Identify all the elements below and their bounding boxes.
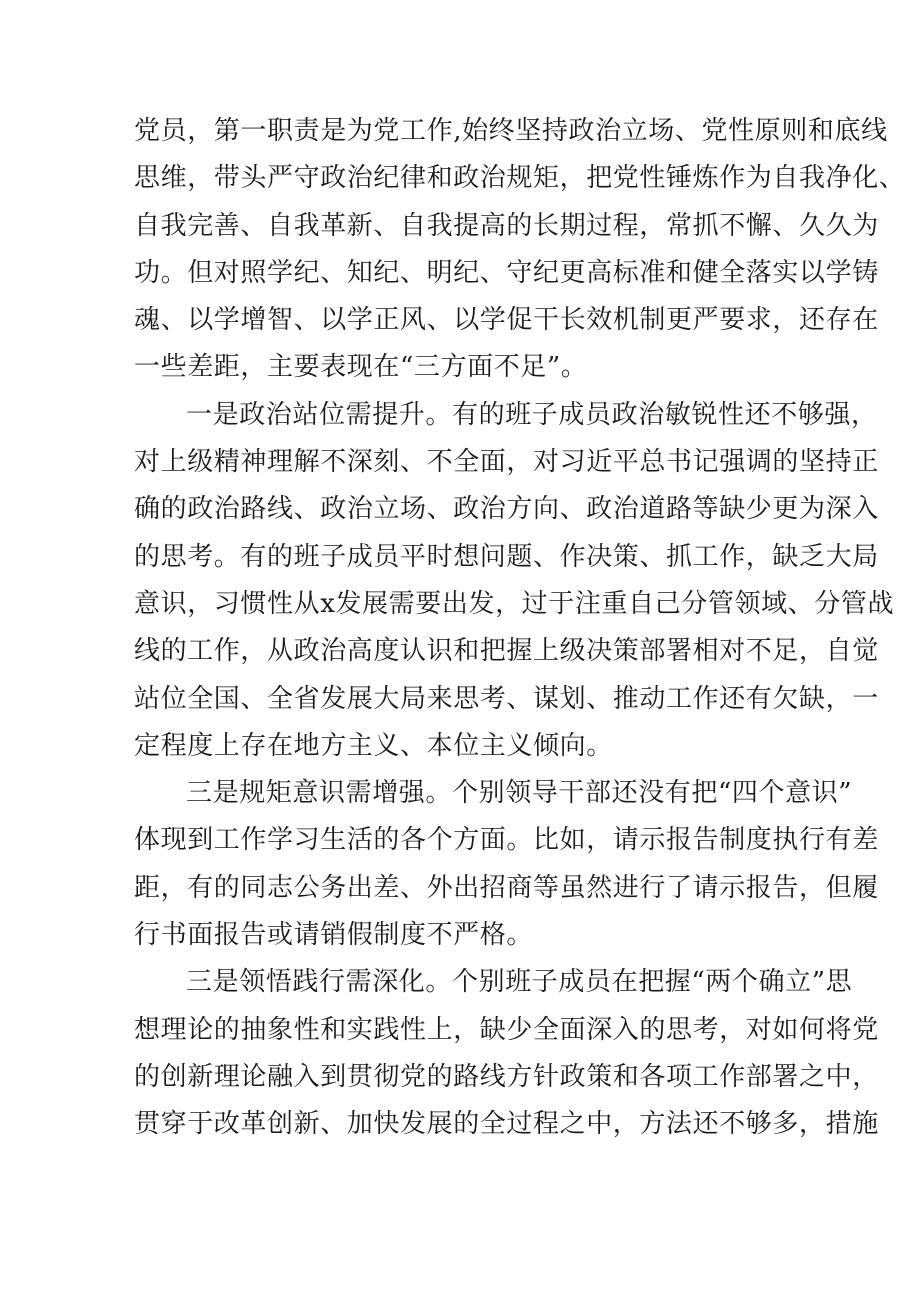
text-line: 确的政治路线、政治立场、政治方向、政治道路等缺少更为深入: [134, 494, 879, 525]
text-line: 的思考。有的班子成员平时想问题、作决策、抓工作，缺乏大局: [134, 541, 879, 572]
text-line: 三是领悟践行需深化。个别班子成员在把握“两个确立”思: [186, 967, 853, 998]
text-line: 想理论的抽象性和实践性上，缺少全面深入的思考，对如何将党: [134, 1014, 879, 1045]
text-line: 线的工作，从政治高度认识和把握上级决策部署相对不足，自觉: [134, 636, 879, 667]
text-line: 党员，第一职责是为党工作,始终坚持政治立场、党性原则和底线: [134, 116, 888, 146]
paragraph-point-two: [134, 770, 879, 959]
text-line: 距，有的同志公务出差、外出招商等虽然进行了请示报告，但履: [134, 872, 879, 903]
text-line: 站位全国、全省发展大局来思考、谋划、推动工作还有欠缺，一: [134, 683, 879, 714]
text-line: 一些差距，主要表现在“三方面不足”。: [134, 352, 588, 383]
document-body: [134, 108, 906, 1149]
text-line: 功。但对照学纪、知纪、明纪、守纪更高标准和健全落实以学铸: [134, 257, 879, 288]
text-line: 行书面报告或请销假制度不严格。: [134, 920, 534, 951]
text-line: 三是规矩意识需增强。个别领导干部还没有把“四个意识”: [186, 778, 853, 809]
paragraph-intro: [134, 108, 906, 392]
text-line: 意识，习惯性从x发展需要出发，过于注重自己分管领域、分管战: [134, 588, 895, 619]
text-line: 自我完善、自我革新、自我提高的长期过程，常抓不懈、久久为: [134, 210, 879, 241]
paragraph-point-three: [134, 959, 879, 1148]
text-line: 贯穿于改革创新、加快发展的全过程之中，方法还不够多，措施: [134, 1109, 879, 1140]
text-line: 体现到工作学习生活的各个方面。比如，请示报告制度执行有差: [134, 825, 879, 856]
text-line: 一是政治站位需提升。有的班子成员政治敏锐性还不够强，: [186, 399, 878, 430]
text-line: 思维，带头严守政治纪律和政治规矩，把党性锤炼作为自我净化、: [134, 163, 906, 194]
text-line: 定程度上存在地方主义、本位主义倾向。: [134, 730, 613, 761]
paragraph-point-one: [134, 392, 895, 770]
text-line: 的创新理论融入到贯彻党的路线方针政策和各项工作部署之中，: [134, 1061, 879, 1092]
text-line: 魂、以学增智、以学正风、以学促干长效机制更严要求，还存在: [134, 305, 879, 336]
text-line: 对上级精神理解不深刻、不全面，对习近平总书记强调的坚持正: [134, 447, 879, 478]
